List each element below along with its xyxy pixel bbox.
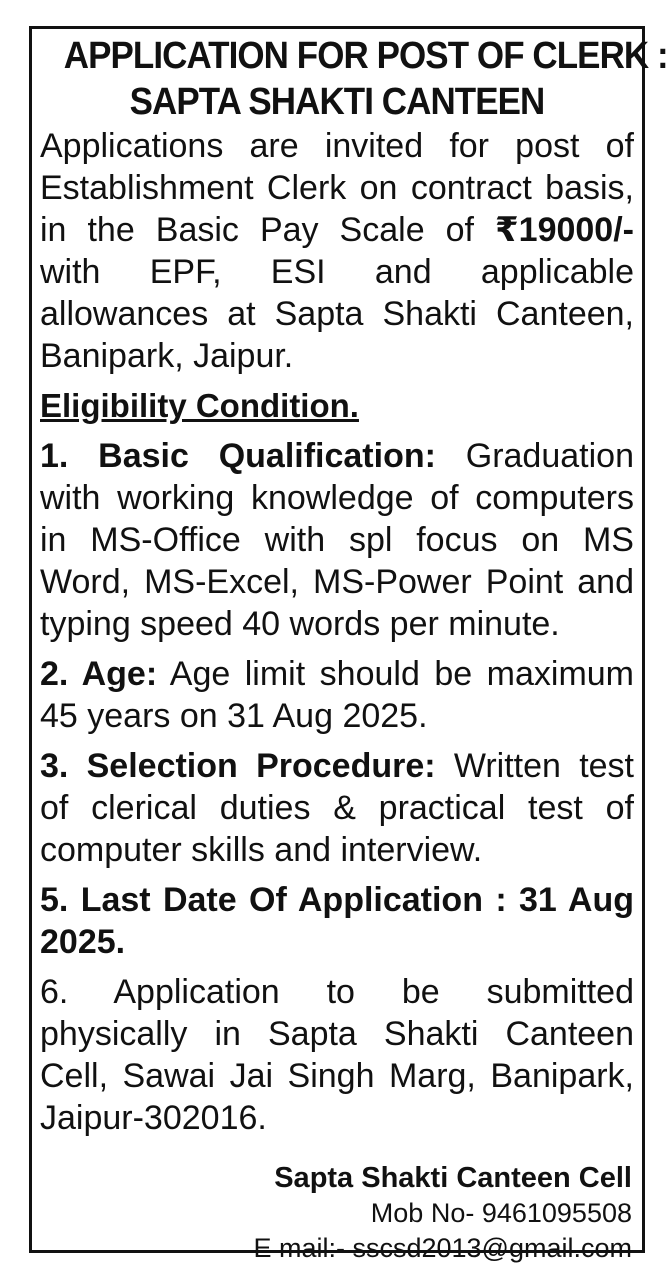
item-text: Written test of clerical duties & practical test of computer skills and interview. [40,747,635,869]
signature-email: E mail:- sscsd2013@gmail.com [253,1233,632,1263]
item-qualification [40,435,634,645]
item-age [40,653,634,737]
title-line-2: SAPTA SHAKTI CANTEEN [129,81,545,123]
item-label: 5. Last Date Of Application : 31 Aug 2025. [40,881,634,961]
signature-block [40,1161,634,1266]
item-selection [40,745,634,871]
signature-mobile: Mob No- 9461095508 [370,1198,632,1228]
item-label: 3. Selection Procedure: [40,747,436,785]
item-text: Age limit should be maximum 45 years on 31 Aug 2025. [40,655,635,735]
item-submission [40,971,634,1139]
item-last-date [40,879,634,963]
intro-text-after: with EPF, ESI and applicable allowances at Sapta Shakti Canteen, Banipark, Jaipur. [40,253,634,375]
intro-paragraph [40,125,634,377]
title-line-1: APPLICATION FOR POST OF CLERK : [63,35,668,77]
item-label: 2. Age: [40,655,158,693]
eligibility-heading: Eligibility Condition. [40,387,359,424]
signature-org: Sapta Shakti Canteen Cell [274,1162,632,1194]
item-text: Graduation with working knowledge of computers in MS-Office with spl focus on MS Word, MS-Excel, MS-Power Point and typing speed 40 words per minute. [40,437,634,643]
item-label: 1. Basic Qualification: [40,437,436,475]
item-text: 6. Application to be submitted physically in Sapta Shakti Canteen Cell, Sawai Jai Singh Marg, Banipark, Jaipur-302016. [40,973,634,1137]
intro-text: Applications are invited for post of Establishment Clerk on contract basis, in the Basic Pay Scale of [40,127,634,249]
advertisement-frame [29,26,668,1263]
pay-amount: ₹19000/- [495,211,634,249]
